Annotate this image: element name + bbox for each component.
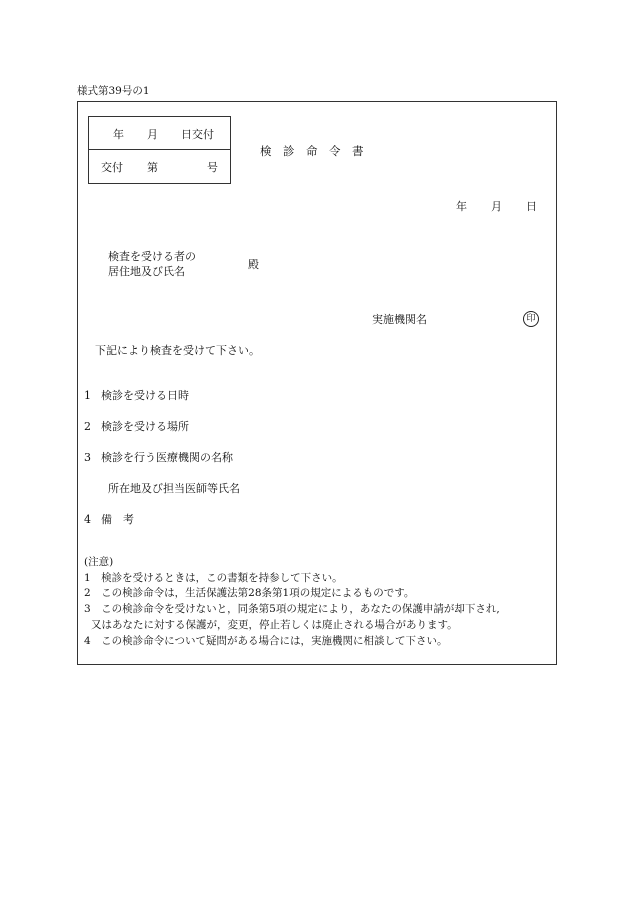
issue-year-label: 年 <box>113 128 124 141</box>
item-label-3-sub: 所在地及び担当医師等氏名 <box>108 482 240 495</box>
date-year-label: 年 <box>456 200 467 213</box>
item-number-3: 3 <box>84 451 91 464</box>
date-day-label: 日 <box>526 200 537 213</box>
item-number-2: 2 <box>84 420 91 433</box>
note-line-3-cont: 又はあなたに対する保護が，変更，停止若しくは廃止される場合があります。 <box>91 619 458 631</box>
instruction-text: 下記により検査を受けて下さい。 <box>95 344 260 357</box>
issue-month-label: 月 <box>147 128 158 141</box>
institution-label: 実施機関名 <box>372 313 427 326</box>
issued-label: 交付 <box>101 161 123 174</box>
item-number-1: 1 <box>84 389 91 402</box>
recipient-honorific: 殿 <box>248 258 259 271</box>
note-line-1: 1 検診を受けるときは，この書類を持参して下さい。 <box>84 572 343 584</box>
note-line-4: 4 この検診命令について疑問がある場合には，実施機関に相談して下さい。 <box>84 635 448 647</box>
item-number-4: 4 <box>84 513 91 526</box>
issue-number-suffix: 号 <box>207 161 218 174</box>
issue-number-prefix: 第 <box>147 161 158 174</box>
note-line-2: 2 この検診命令は，生活保護法第28条第1項の規定によるものです。 <box>84 587 415 599</box>
item-label-4: 備 考 <box>101 513 134 526</box>
document-title: 検 診 命 令 書 <box>260 144 364 158</box>
item-label-3: 検診を行う医療機関の名称 <box>101 451 233 464</box>
recipient-label-line2: 居住地及び氏名 <box>108 265 185 278</box>
notes-heading: (注意) <box>84 556 114 568</box>
item-label-1: 検診を受ける日時 <box>101 389 189 402</box>
issue-box-divider <box>89 149 230 150</box>
item-label-2: 検診を受ける場所 <box>101 420 189 433</box>
date-month-label: 月 <box>491 200 502 213</box>
form-number: 様式第39号の1 <box>77 85 150 97</box>
recipient-label-line1: 検査を受ける者の <box>108 250 196 263</box>
issue-day-label: 日交付 <box>181 128 214 141</box>
note-line-3: 3 この検診命令を受けないと，同条第5項の規定により，あなたの保護申請が却下され, <box>84 603 500 615</box>
seal-icon: 印 <box>523 311 539 327</box>
